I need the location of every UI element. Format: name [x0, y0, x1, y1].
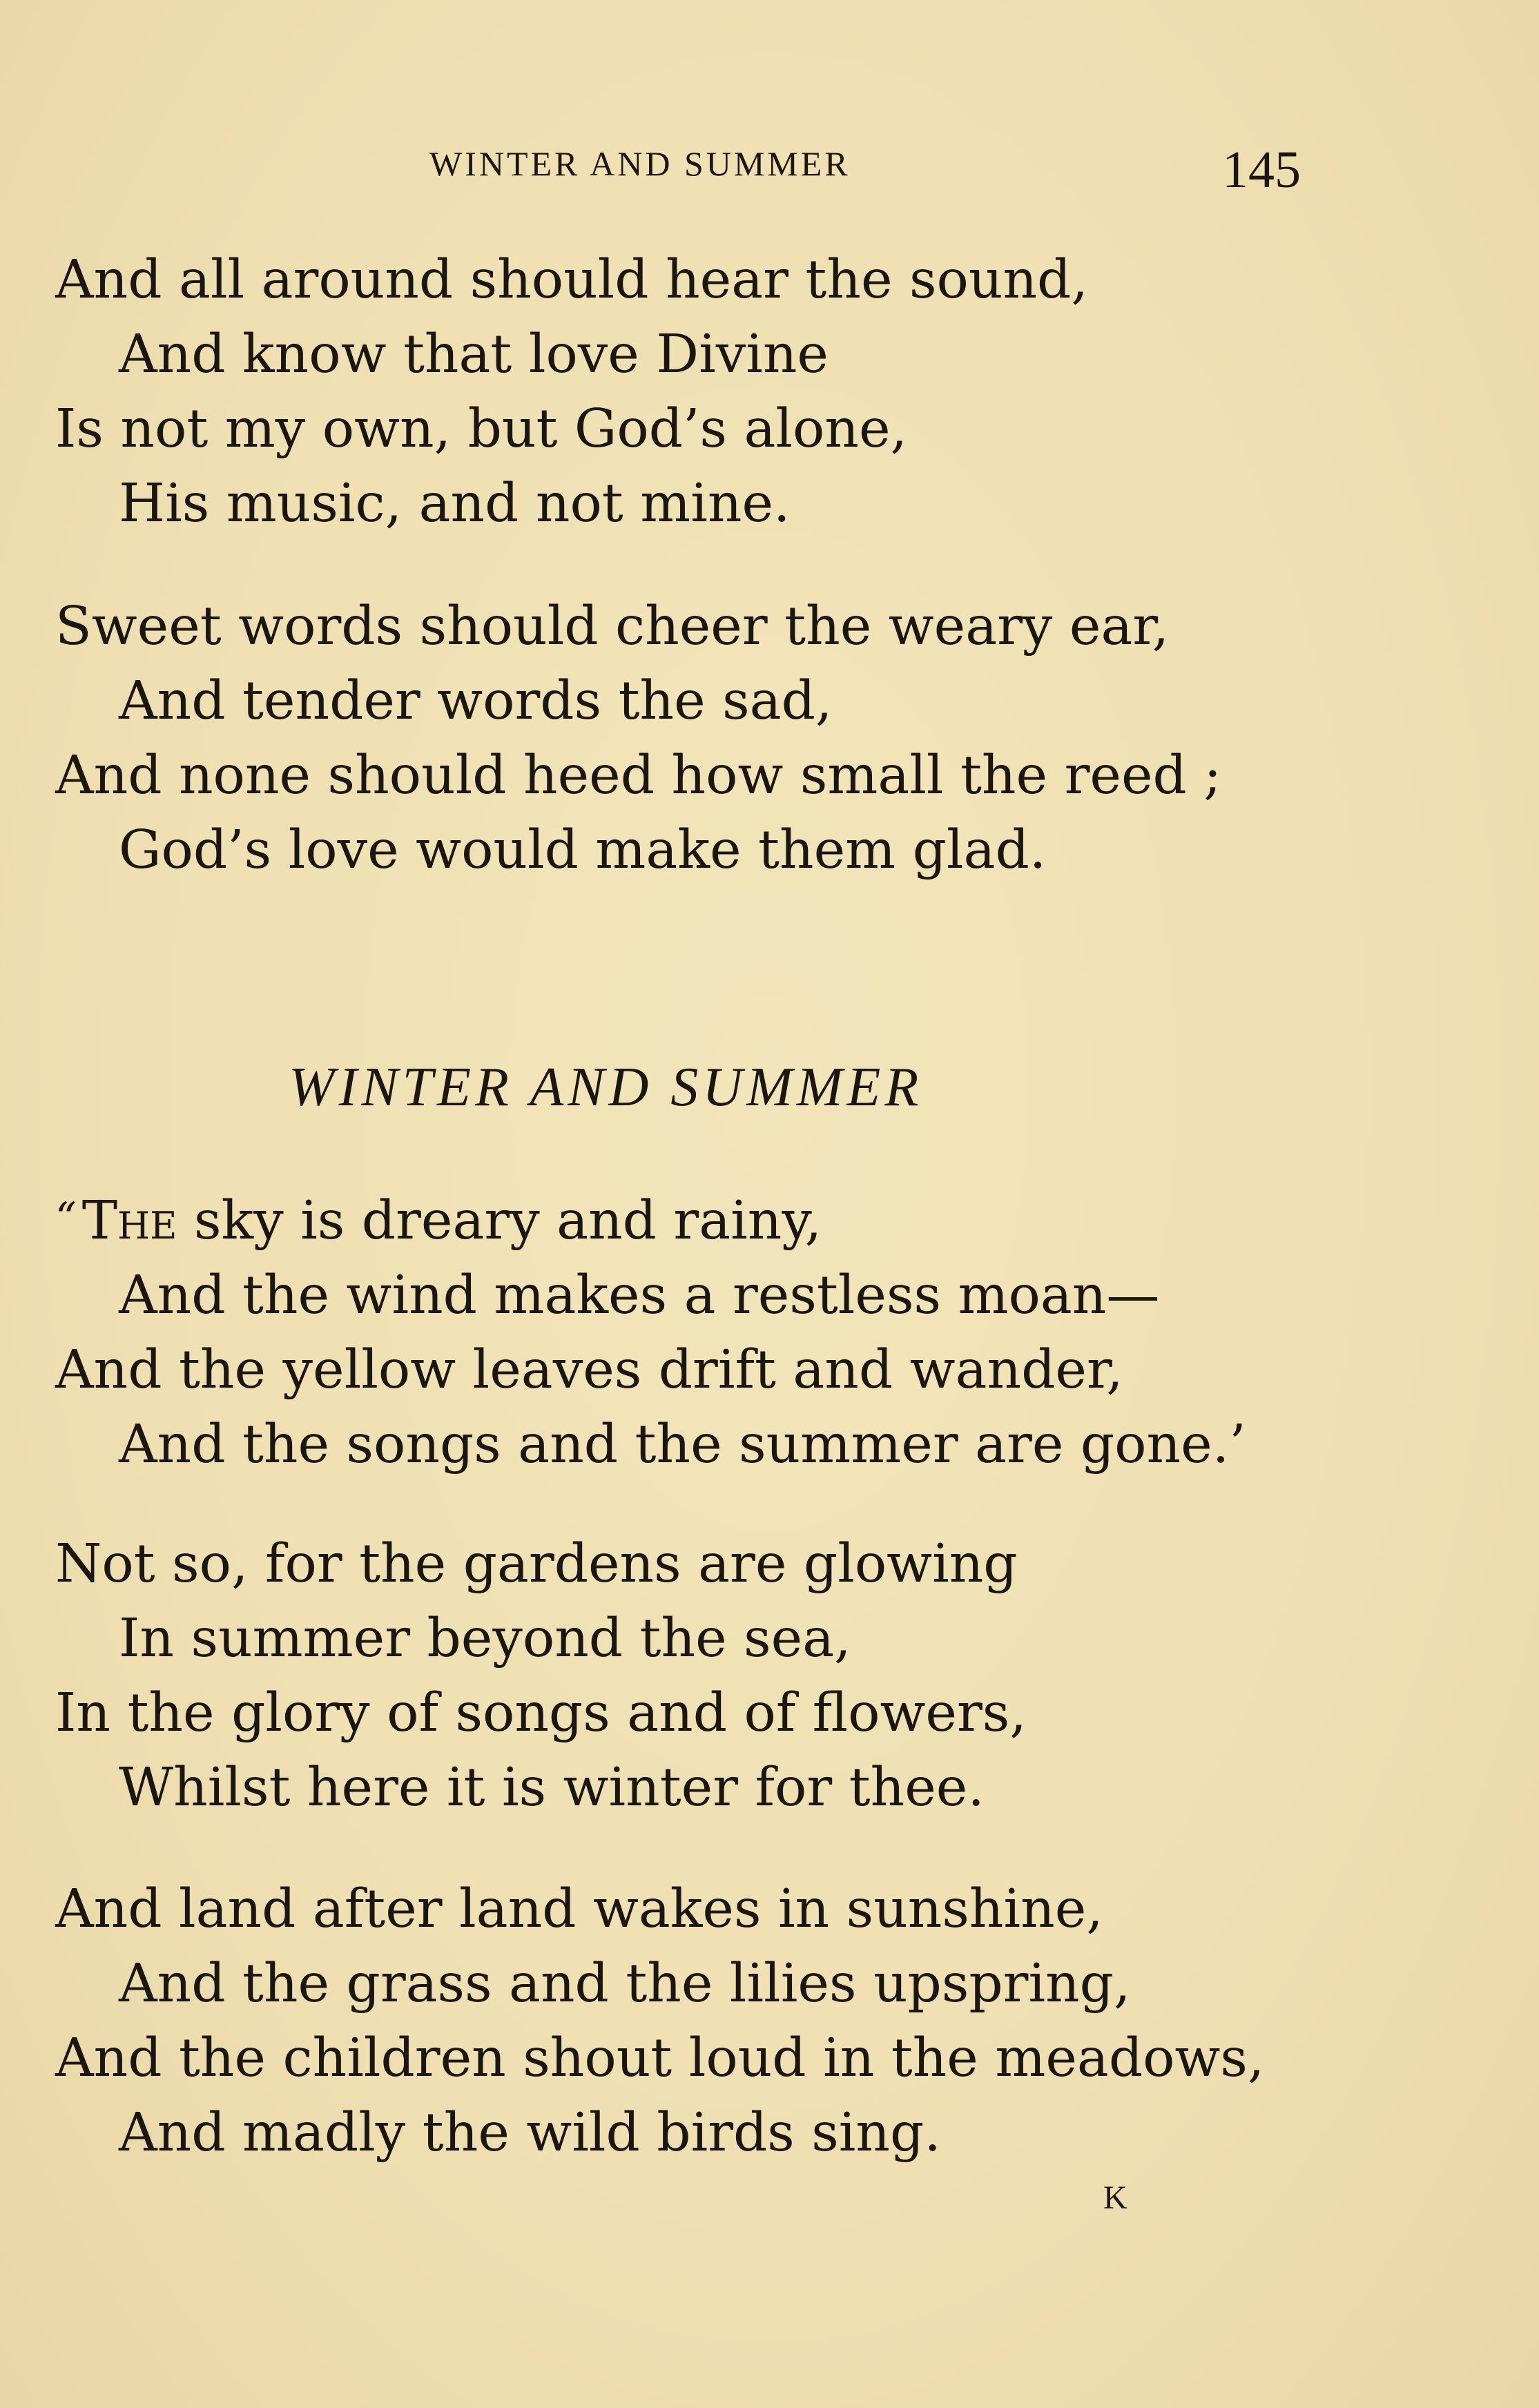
poem-stanza-3	[55, 1872, 1478, 2171]
verse-line: In summer beyond the sea,	[119, 1608, 851, 1669]
line-rest: sky is dreary and rainy,	[177, 1190, 822, 1252]
verse-line: Sweet words should cheer the weary ear,	[55, 596, 1170, 657]
verse-line: Is not my own, but God’s alone,	[55, 398, 908, 460]
open-quote: “	[55, 1194, 77, 1242]
verse-line: And all around should hear the sound,	[55, 249, 1088, 311]
verse-line: In the glory of songs and of flowers,	[55, 1682, 1027, 1744]
verse-line: And tender words the sad,	[119, 670, 833, 732]
verse-line: And the grass and the lilies upspring,	[119, 1953, 1131, 2014]
poem-stanza-2	[55, 1527, 1478, 1825]
verse-line: God’s love would make them glad.	[119, 819, 1047, 881]
verse-line: And the yellow leaves drift and wander,	[55, 1339, 1123, 1401]
signature-mark: K	[1103, 2179, 1127, 2216]
verse-line: And land after land wakes in sunshine,	[55, 1878, 1103, 1940]
verse-line: Whilst here it is winter for thee.	[119, 1757, 985, 1818]
previous-poem-stanza-2	[55, 590, 1478, 888]
verse-line: And none should heed how small the reed ;	[55, 745, 1222, 806]
verse-line: And know that love Divine	[119, 324, 829, 385]
verse-line	[55, 1181, 1478, 1259]
verse-line: His music, and not mine.	[119, 473, 791, 534]
verse-line: And the children shout loud in the meadows,	[55, 2028, 1265, 2089]
poem-stanza-1	[55, 1181, 1478, 1482]
page-number: 145	[1222, 141, 1301, 199]
previous-poem-stanza-1	[55, 243, 1478, 541]
first-word: The	[81, 1190, 177, 1252]
verse-line: And madly the wild birds sing.	[119, 2102, 941, 2164]
poem-title: WINTER AND SUMMER	[289, 1057, 923, 1118]
verse-line: Not so, for the gardens are glowing	[55, 1533, 1018, 1595]
verse-line: And the songs and the summer are gone.’	[119, 1414, 1246, 1475]
running-head: WINTER AND SUMMER	[429, 144, 851, 183]
verse-line: And the wind makes a restless moan—	[119, 1265, 1160, 1326]
